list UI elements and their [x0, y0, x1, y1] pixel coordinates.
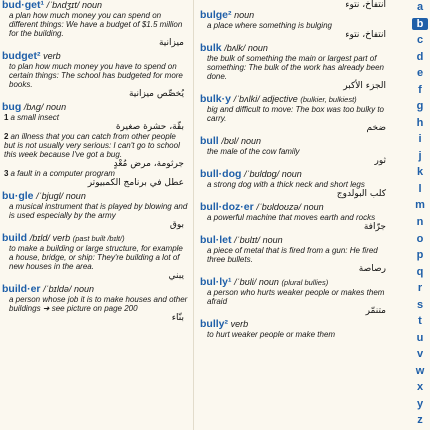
definition: a powerful machine that moves earth and rocks	[207, 213, 376, 222]
pronunciation: /ˈbʊli/	[234, 277, 257, 287]
part-of-speech: noun	[303, 202, 324, 212]
arabic-translation: ضخم	[366, 123, 386, 133]
thumb-letter-q[interactable]: q	[416, 265, 424, 278]
arabic-translation: جرثومة، مرض مُعْدٍ	[113, 159, 184, 169]
thumb-letter-v[interactable]: v	[416, 348, 424, 361]
entry-budget1	[2, 0, 188, 48]
sense-3: 3 a fault in a computer program	[4, 169, 115, 178]
thumb-letter-h[interactable]: h	[416, 116, 424, 129]
pronunciation: /bʌlk/	[224, 43, 246, 53]
left-column	[2, 0, 188, 326]
headword: bul·let	[200, 235, 232, 246]
entry-builder	[2, 284, 188, 323]
definition: the male of the cow family	[207, 147, 300, 156]
arabic-translation: ميزانية	[158, 38, 184, 48]
arabic-translation: رصاصة	[358, 264, 386, 274]
headword: bug	[2, 102, 22, 113]
headword: bull	[200, 136, 219, 147]
pronunciation: /bʌɡ/	[23, 102, 44, 112]
pronunciation: /bʊl/	[221, 136, 239, 146]
headword: bull·doz·er	[200, 202, 254, 213]
thumb-letter-r[interactable]: r	[417, 282, 423, 295]
thumb-letter-j[interactable]: j	[418, 149, 422, 162]
thumb-letter-a[interactable]: a	[416, 1, 424, 13]
arabic-translation: يبني	[168, 271, 184, 281]
arabic-translation: جرّافة	[363, 222, 386, 232]
headword: bu·gle	[2, 191, 34, 202]
definition: big and difficult to move: The box was too bulky to carry.	[207, 105, 384, 123]
part-of-speech: noun	[74, 284, 95, 294]
pronunciation: /ˈbʌlki/	[233, 94, 260, 104]
pronunciation: /ˈbʊldɒɡ/	[244, 169, 280, 179]
inflection: (bulkier, bulkiest)	[300, 95, 357, 104]
headword: build	[2, 233, 28, 244]
entry-bulky	[200, 94, 390, 133]
arabic-translation-top: انتفاخ، نتوء	[345, 0, 386, 10]
entry-build	[2, 233, 188, 281]
thumb-letter-n[interactable]: n	[416, 216, 424, 228]
part-of-speech: noun	[258, 277, 279, 287]
definition: a musical instrument that is played by blowing and is used especially by the army	[9, 202, 188, 220]
entry-bulldozer	[200, 202, 390, 232]
arabic-translation: بقّة، حشرة صغيرة	[115, 122, 184, 132]
entry-bugle	[2, 191, 188, 230]
thumb-letter-t[interactable]: t	[418, 315, 422, 328]
definition: a place where something is bulging	[207, 21, 332, 30]
thumb-letter-p[interactable]: p	[416, 249, 424, 262]
thumb-letter-k[interactable]: k	[416, 166, 424, 179]
arabic-translation: كلب البولدوج	[336, 189, 386, 199]
thumb-letter-f[interactable]: f	[418, 83, 422, 96]
pronunciation: /ˈbʊlɪt/	[234, 235, 260, 245]
part-of-speech: noun	[241, 136, 262, 146]
arabic-translation: الجزء الأكبر	[343, 81, 386, 91]
thumb-letter-d[interactable]: d	[416, 50, 424, 63]
headword: bul·ly¹	[200, 277, 232, 288]
thumb-letter-z[interactable]: z	[417, 414, 423, 427]
thumb-letter-e[interactable]: e	[416, 67, 424, 80]
headword: bulge²	[200, 10, 232, 21]
inflection: (past built /bɪlt/)	[72, 234, 125, 243]
part-of-speech: noun	[262, 235, 283, 245]
entry-bulldog	[200, 169, 390, 199]
part-of-speech: noun	[281, 169, 302, 179]
right-column	[200, 0, 390, 342]
entry-bullet	[200, 235, 390, 274]
thumb-letter-l[interactable]: l	[418, 182, 422, 195]
headword: bud·get¹	[2, 0, 44, 11]
pronunciation: /ˈbjuɡl/	[36, 191, 64, 201]
arabic-translation: بوق	[169, 220, 184, 230]
part-of-speech: noun	[46, 102, 67, 112]
entry-bug	[2, 102, 188, 188]
part-of-speech: verb	[230, 319, 249, 329]
headword: budget²	[2, 51, 41, 62]
part-of-speech: verb	[43, 51, 61, 61]
definition: to hurt weaker people or make them	[207, 330, 336, 339]
thumb-letter-x[interactable]: x	[416, 381, 424, 394]
thumb-letter-w[interactable]: w	[415, 364, 425, 377]
arabic-translation: بنّاء	[171, 313, 184, 323]
headword: bulk	[200, 43, 222, 54]
entry-bull	[200, 136, 390, 166]
thumb-letter-y[interactable]: y	[416, 397, 424, 410]
arabic-translation: انتفاخ، نتوء	[345, 30, 386, 40]
thumb-letter-u[interactable]: u	[416, 331, 424, 344]
headword: bull·dog	[200, 169, 242, 180]
definition: a piece of metal that is fired from a gun: He fired three bullets.	[207, 246, 378, 264]
entry-budget2	[2, 51, 188, 99]
definition: a person who hurts weaker people or makes them afraid	[207, 288, 385, 306]
headword: bulk·y	[200, 94, 231, 105]
definition: the bulk of something the main or largest part of something: The bulk of the work has already been done.	[207, 54, 384, 81]
pronunciation: /bɪld/	[29, 233, 50, 243]
column-divider	[193, 0, 194, 430]
definition: to make a building or large structure, for example a house, bridge, or ship: They're building a lot of new houses in the area.	[9, 244, 183, 271]
thumb-index	[400, 0, 430, 430]
pronunciation: /ˈbɪldə/	[43, 284, 72, 294]
entry-bully1	[200, 277, 390, 316]
part-of-speech: noun	[82, 0, 103, 10]
pronunciation: /ˈbʌdʒɪt/	[46, 0, 80, 10]
headword: bully²	[200, 319, 228, 330]
thumb-letter-m[interactable]: m	[415, 199, 425, 212]
pronunciation: /ˈbʊldoʊzə/	[256, 202, 301, 212]
definition: a person whose job it is to make houses and other buildings ➜ see picture on page 200	[9, 295, 188, 313]
sense-1: 1 a small insect	[4, 113, 59, 122]
arabic-translation: متنمّر	[365, 306, 386, 316]
definition: to plan how much money you have to spend on certain things: The school has budgeted for more books.	[9, 62, 183, 89]
part-of-speech: noun	[65, 191, 86, 201]
part-of-speech: noun	[234, 10, 255, 20]
thumb-letter-i[interactable]: i	[418, 133, 422, 146]
arabic-translation: عطل في برنامج الكمبيوتر	[87, 178, 184, 188]
definition: a plan how much money you can spend on different things: We have a budget of $1.5 million for the building.	[9, 11, 183, 38]
part-of-speech: noun	[247, 43, 268, 53]
headword: build·er	[2, 284, 41, 295]
part-of-speech: verb	[52, 233, 71, 243]
arabic-translation: يُخصِّص ميزانية	[128, 89, 184, 99]
part-of-speech: adjective	[262, 94, 298, 104]
arabic-translation: ثور	[374, 156, 386, 166]
sense-2: 2 an illness that you can catch from other people but is not usually very serious: I can't go to school this week because I've got a bug.	[4, 132, 180, 159]
thumb-letter-c[interactable]: c	[416, 34, 424, 47]
thumb-letter-b[interactable]: b	[412, 18, 428, 30]
definition: a strong dog with a thick neck and short legs	[207, 180, 365, 189]
thumb-letter-g[interactable]: g	[416, 100, 424, 113]
thumb-letter-o[interactable]: o	[416, 232, 424, 245]
entry-bully2	[200, 319, 390, 339]
entry-bulge	[200, 10, 390, 40]
entry-bulk	[200, 43, 390, 91]
thumb-letter-s[interactable]: s	[416, 298, 424, 311]
inflection: (plural bullies)	[281, 278, 329, 287]
